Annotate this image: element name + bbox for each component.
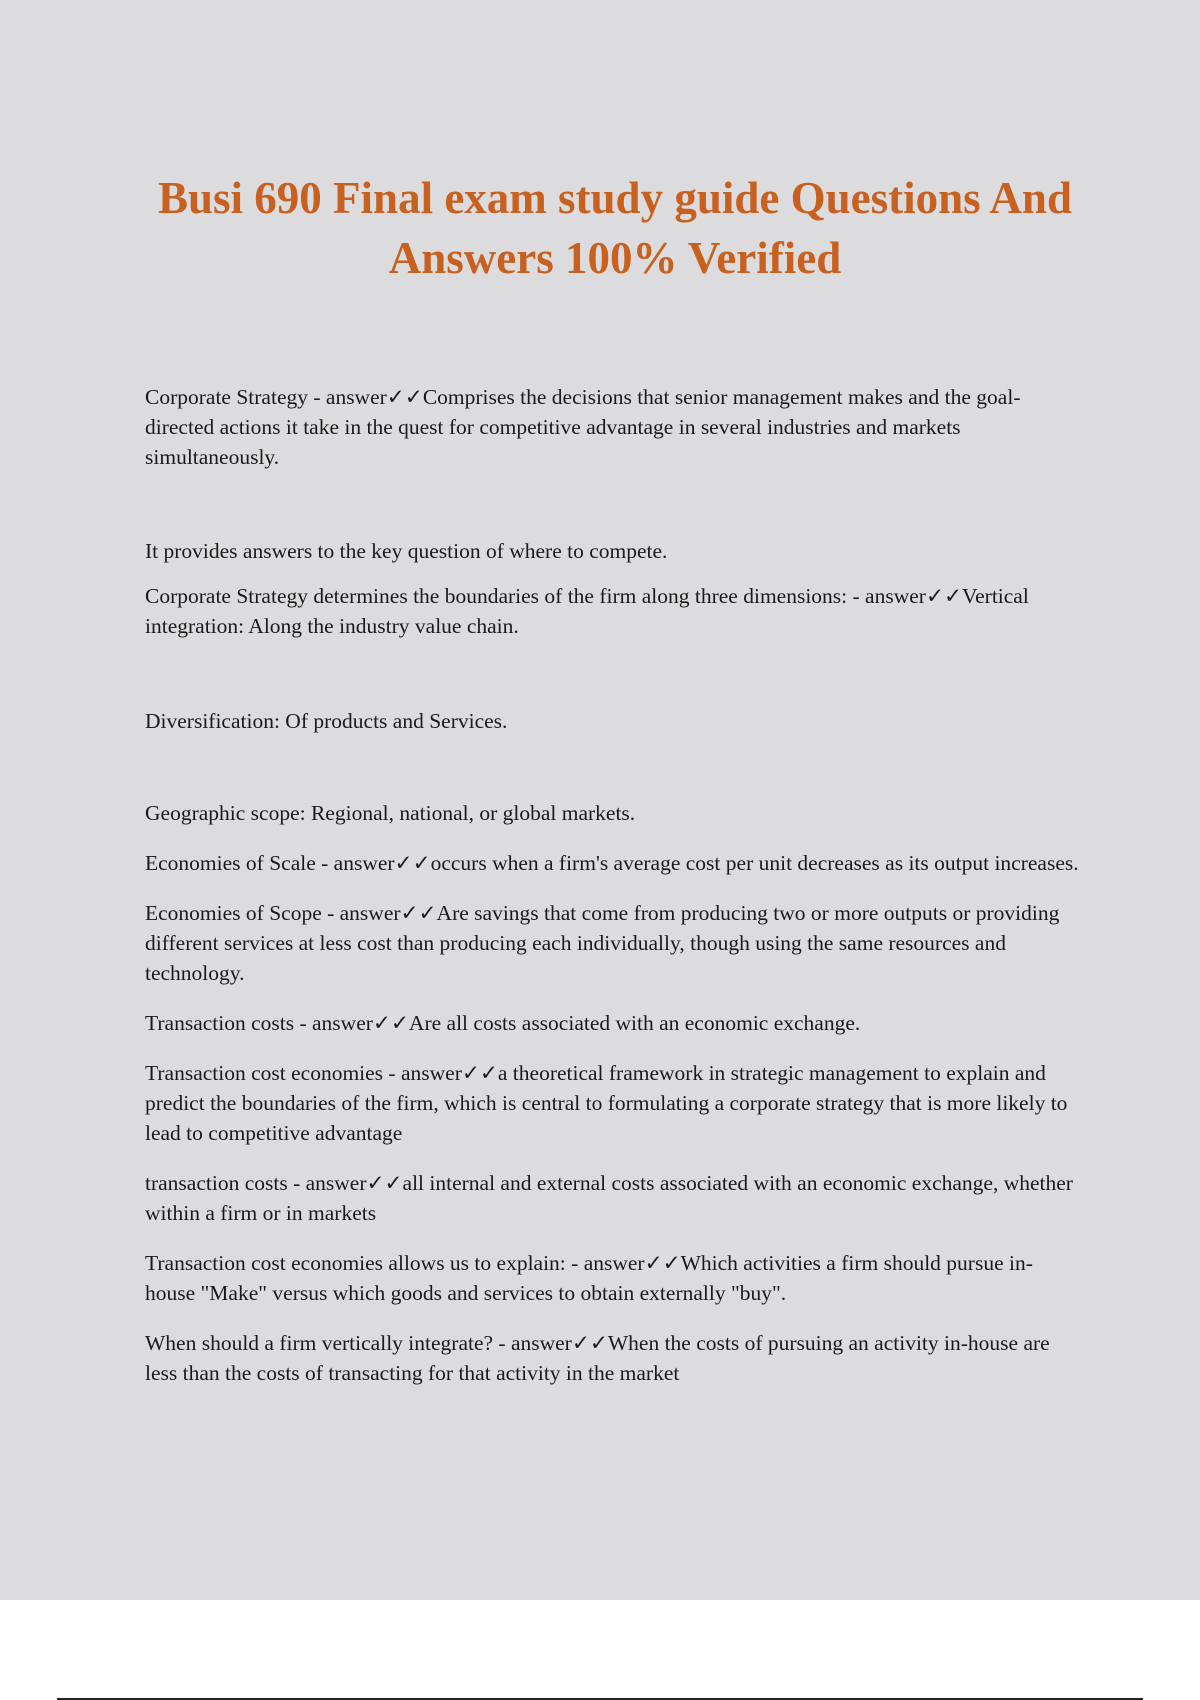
paragraph-geographic-scope: Geographic scope: Regional, national, or global markets. — [145, 801, 636, 825]
paragraph-transaction-cost-economies: Transaction cost economies - answer✓✓a theoretical framework in strategic management to explain and predict the boundaries of the firm, which is central to formulating a corporate strategy that is more likely to lead to competitive advantage — [145, 1061, 1068, 1145]
document-body — [145, 382, 1080, 1388]
paragraph-transaction-costs-definition: transaction costs - answer✓✓all internal and external costs associated with an economic exchange, whether within a firm or in markets — [145, 1171, 1073, 1225]
paragraph-make-versus-buy: Transaction cost economies allows us to explain: - answer✓✓Which activities a firm should pursue in-house "Make" versus which goods and services to obtain externally "buy". — [145, 1251, 1033, 1305]
paragraph-vertical-integration-question: When should a firm vertically integrate? - answer✓✓When the costs of pursuing an activity in-house are less than the costs of transacting for that activity in the market — [145, 1331, 1050, 1385]
paragraph-corporate-strategy: Corporate Strategy - answer✓✓Comprises the decisions that senior management makes and the goal-directed actions it take in the quest for competitive advantage in several industries and markets simultaneously. — [145, 385, 1021, 469]
paragraph-boundaries-of-firm: Corporate Strategy determines the boundaries of the firm along three dimensions: - answer✓✓Vertical integration: Along the industry value chain. — [145, 584, 1029, 638]
paragraph-transaction-costs: Transaction costs - answer✓✓Are all costs associated with an economic exchange. — [145, 1011, 861, 1035]
paragraph-economies-of-scope: Economies of Scope - answer✓✓Are savings that come from producing two or more outputs or providing different services at less cost than producing each individually, though using the same resources and technology. — [145, 901, 1060, 985]
paragraph-economies-of-scale: Economies of Scale - answer✓✓occurs when a firm's average cost per unit decreases as its output increases. — [145, 851, 1079, 875]
document-title: Busi 690 Final exam study guide Questions And Answers 100% Verified — [158, 173, 1072, 283]
paragraph-diversification: Diversification: Of products and Services. — [145, 709, 508, 733]
paragraph-where-to-compete: It provides answers to the key question of where to compete. — [145, 539, 668, 563]
